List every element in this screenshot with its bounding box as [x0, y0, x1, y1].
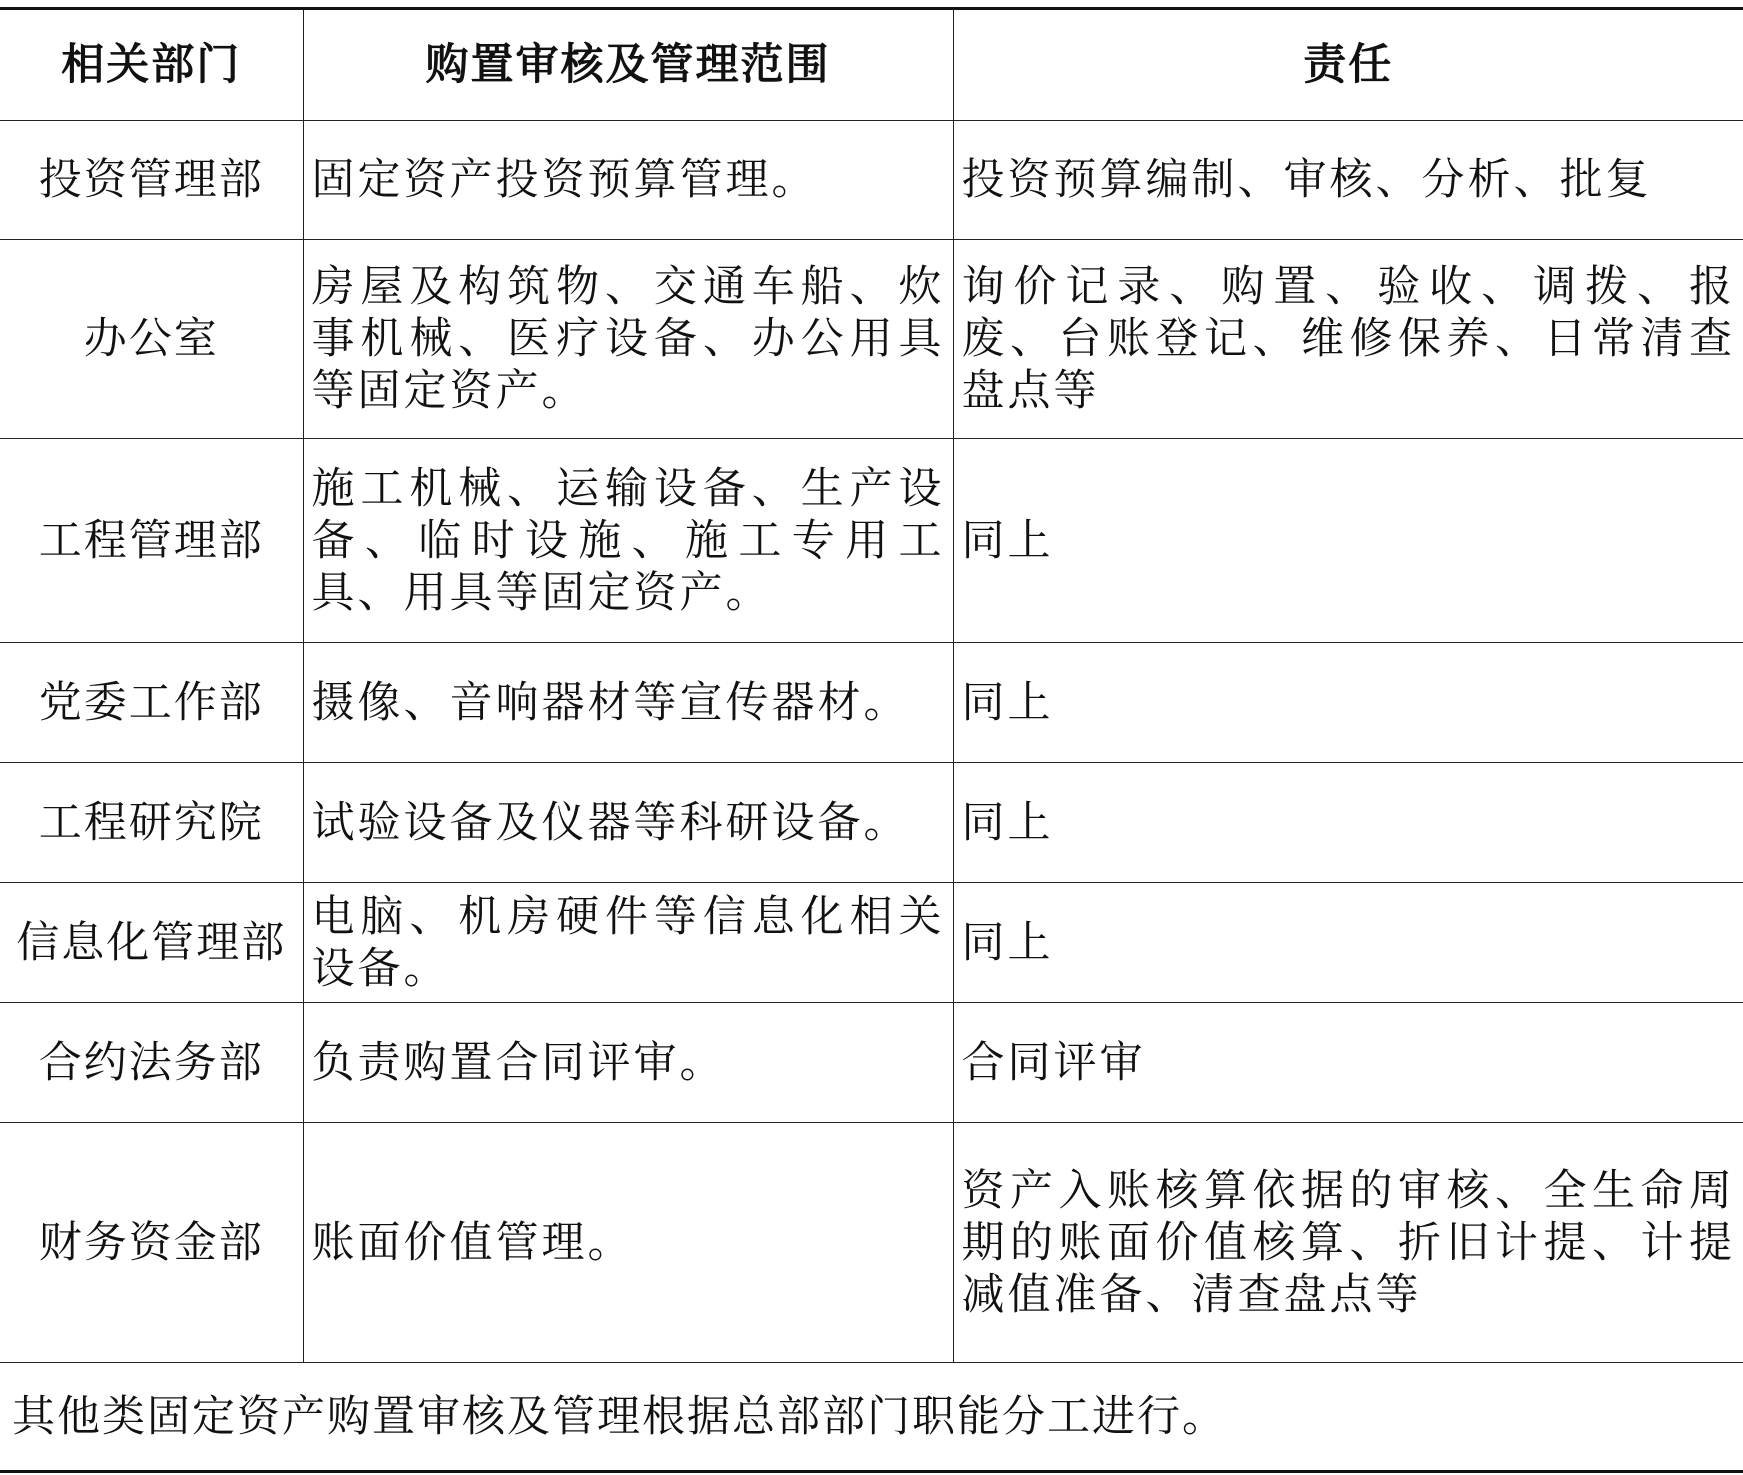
table-row [0, 240, 1743, 439]
responsibility-cell: 合同评审 [953, 1003, 1743, 1123]
department-cell: 工程管理部 [0, 439, 303, 643]
scope-cell: 试验设备及仪器等科研设备。 [303, 763, 953, 883]
table-row [0, 439, 1743, 643]
responsibility-cell: 同上 [953, 763, 1743, 883]
scope-cell: 房屋及构筑物、交通车船、炊事机械、医疗设备、办公用具等固定资产。 [303, 240, 953, 439]
table-row [0, 643, 1743, 763]
table-row [0, 883, 1743, 1003]
responsibility-cell: 同上 [953, 883, 1743, 1003]
table-row [0, 1123, 1743, 1363]
scope-cell: 固定资产投资预算管理。 [303, 121, 953, 240]
table-row [0, 121, 1743, 240]
responsibility-cell: 同上 [953, 439, 1743, 643]
department-cell: 党委工作部 [0, 643, 303, 763]
header-responsibility: 责任 [953, 9, 1743, 121]
table-row [0, 763, 1743, 883]
responsibility-cell: 同上 [953, 643, 1743, 763]
responsibility-cell: 资产入账核算依据的审核、全生命周期的账面价值核算、折旧计提、计提减值准备、清查盘点等 [953, 1123, 1743, 1363]
table-header-row [0, 9, 1743, 121]
department-cell: 工程研究院 [0, 763, 303, 883]
table-footer-row [0, 1363, 1743, 1472]
header-scope: 购置审核及管理范围 [303, 9, 953, 121]
table-row [0, 1003, 1743, 1123]
scope-cell: 账面价值管理。 [303, 1123, 953, 1363]
scope-cell: 负责购置合同评审。 [303, 1003, 953, 1123]
department-cell: 财务资金部 [0, 1123, 303, 1363]
table-footer-note: 其他类固定资产购置审核及管理根据总部部门职能分工进行。 [0, 1363, 1743, 1472]
header-department: 相关部门 [0, 9, 303, 121]
scope-cell: 施工机械、运输设备、生产设备、临时设施、施工专用工具、用具等固定资产。 [303, 439, 953, 643]
department-cell: 办公室 [0, 240, 303, 439]
responsibility-cell: 投资预算编制、审核、分析、批复 [953, 121, 1743, 240]
responsibility-cell: 询价记录、购置、验收、调拨、报废、台账登记、维修保养、日常清查盘点等 [953, 240, 1743, 439]
scope-cell: 摄像、音响器材等宣传器材。 [303, 643, 953, 763]
scope-cell: 电脑、机房硬件等信息化相关设备。 [303, 883, 953, 1003]
department-cell: 信息化管理部 [0, 883, 303, 1003]
department-cell: 投资管理部 [0, 121, 303, 240]
responsibility-table [0, 7, 1743, 1473]
department-cell: 合约法务部 [0, 1003, 303, 1123]
